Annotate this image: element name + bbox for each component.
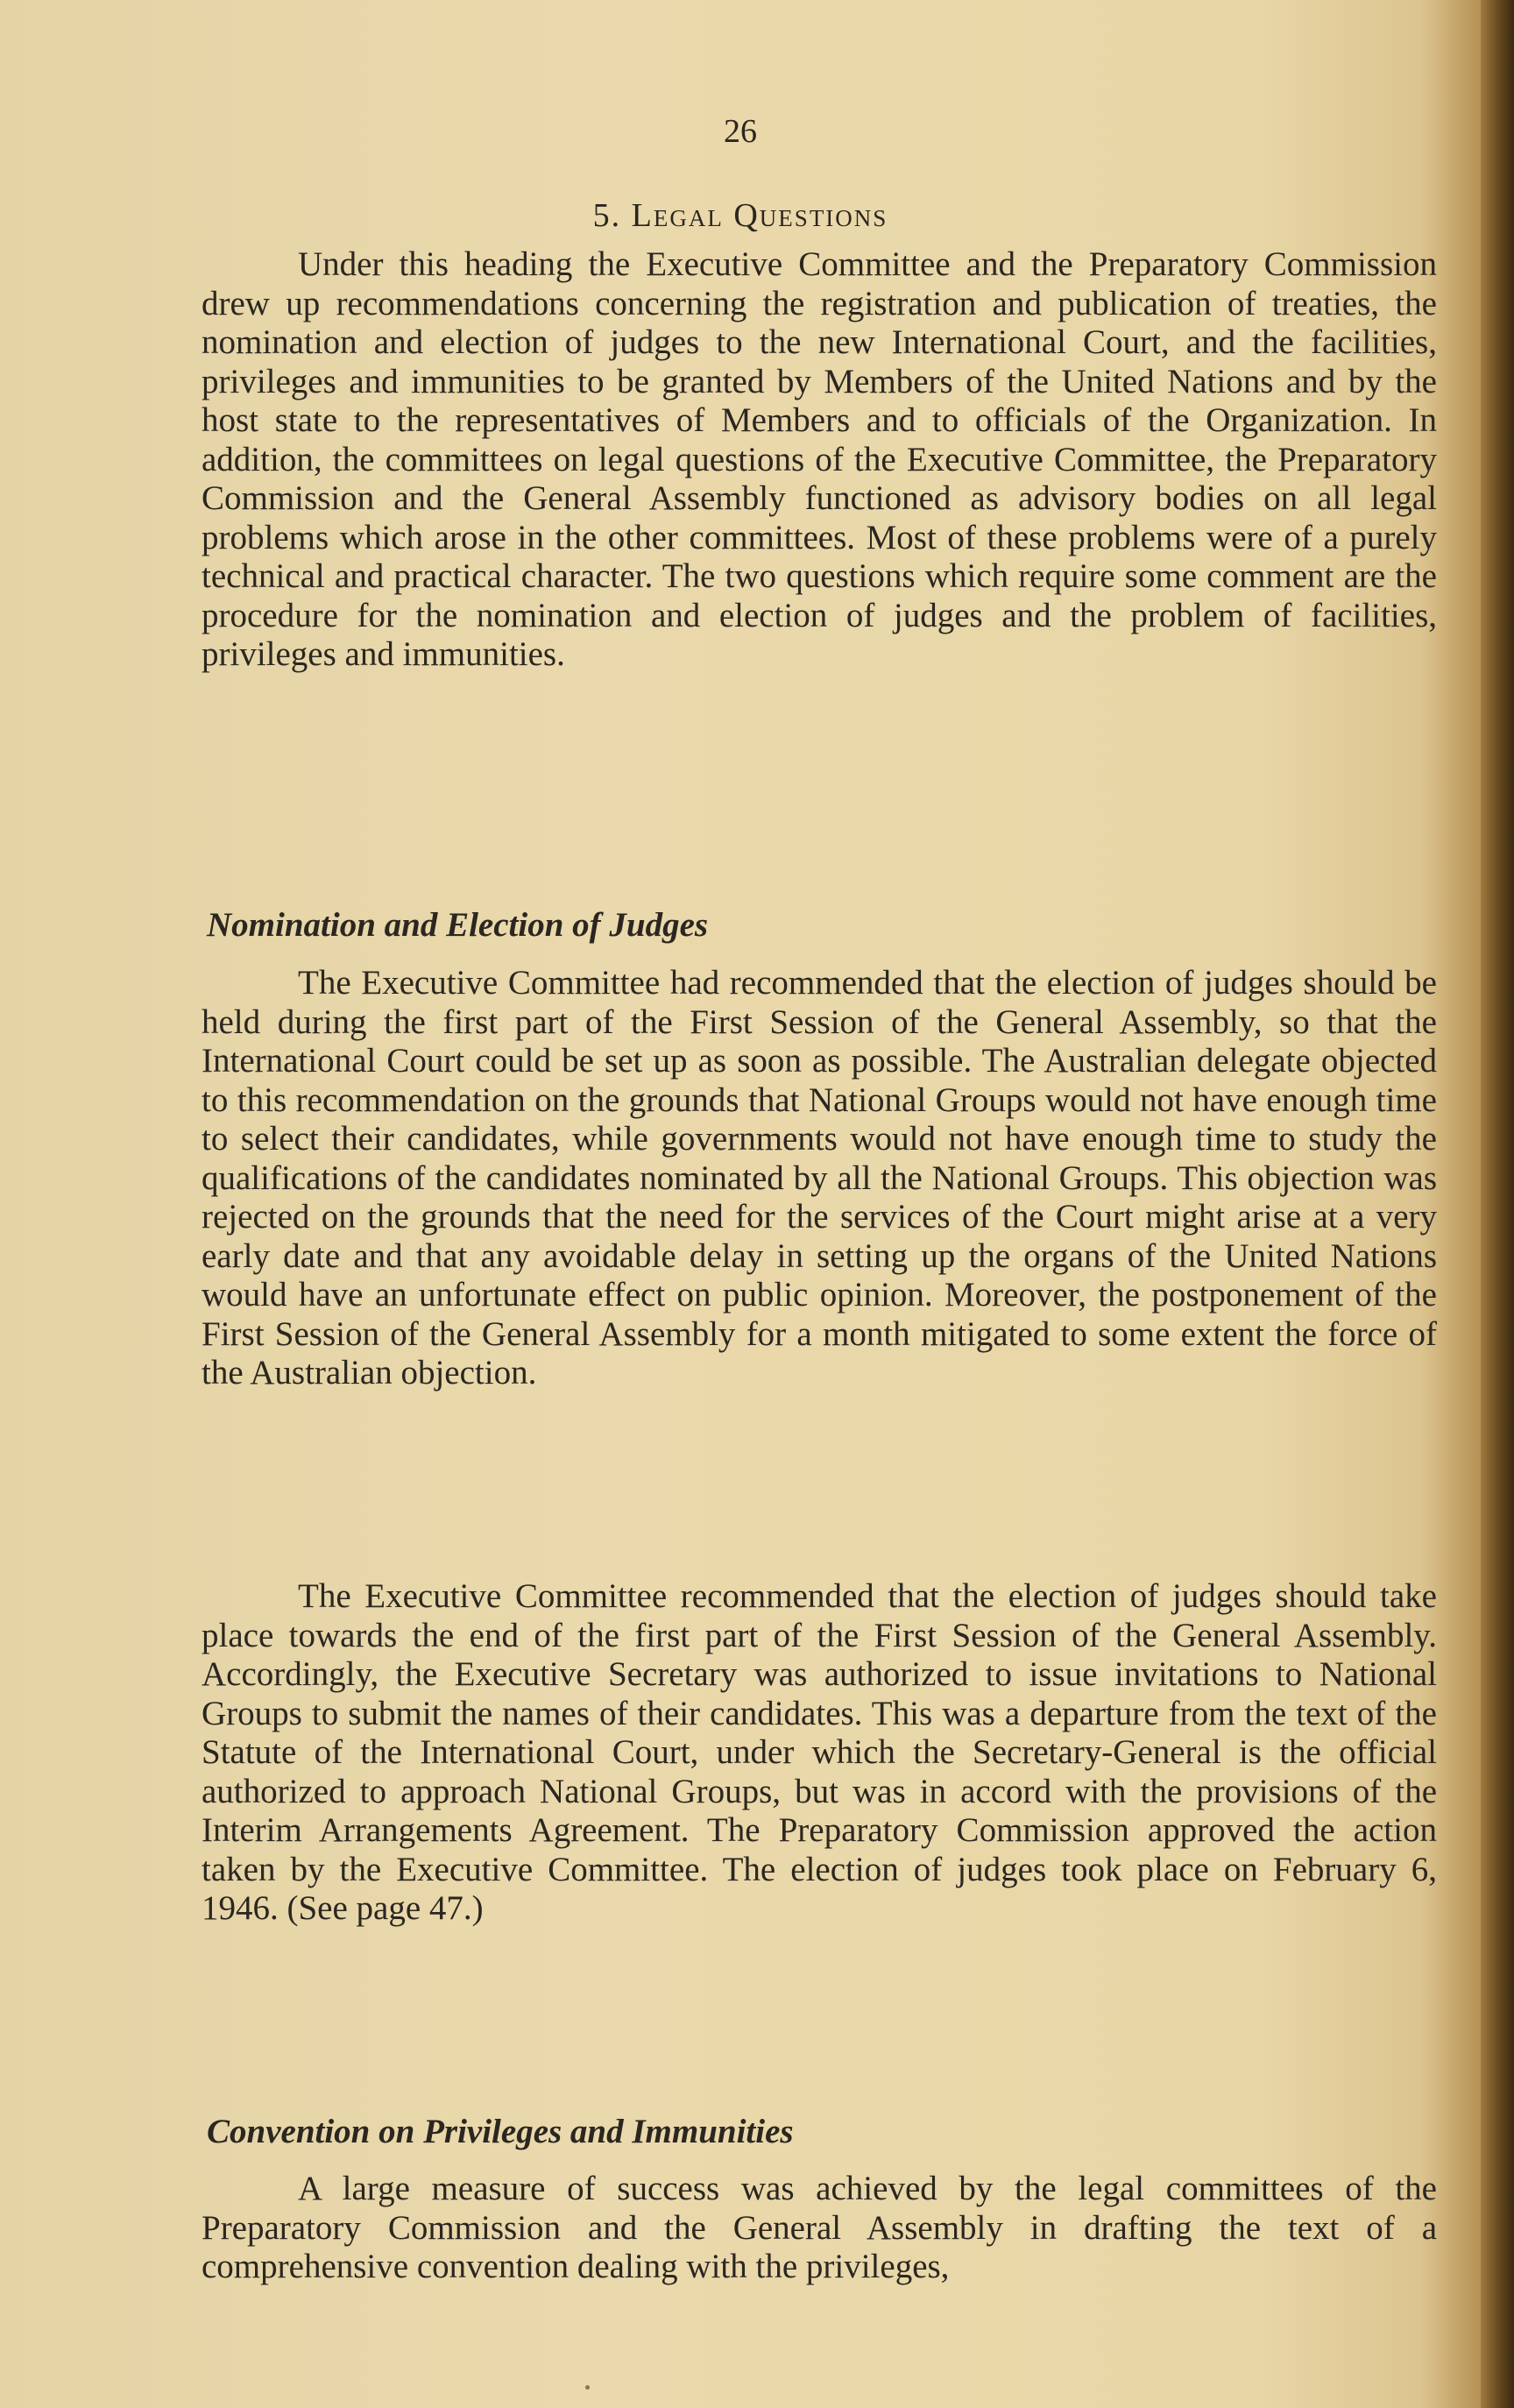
page-edge-shadow xyxy=(1481,0,1514,2408)
paragraph-convention: A large measure of success was achieved by the legal committees of the Preparatory Commission and the General Assembly in drafting the text of a comprehensive convention dealing with the privileges, xyxy=(202,2170,1437,2285)
paragraph-legal-questions-intro: Under this heading the Executive Committee and the Preparatory Commission drew up recommendations concerning the registration and publication of treaties, the nomination and election of judges to the new International Court, and the facilities, privileges and immunities to be granted by Members of the United Nations and by the host state to the representatives of Members and to officials of the Organization. In addition, the committees on legal questions of the Executive Committee, the Preparatory Commission and the General Assembly functioned as advisory bodies on all legal problems which arose in the other committees. Most of these problems were of a purely technical and practical character. The two questions which require some comment are the procedure for the nomination and election of judges and the problem of facilities, privileges and immunities. xyxy=(202,245,1437,673)
page-number: 26 xyxy=(724,113,757,150)
paragraph-election-timing: The Executive Committee had recommended that the election of judges should be held during the first part of the First Session of the General Assembly, so that the International Court could be set up as soon as possible. The Australian delegate objected to this recommendation on the grounds that National Groups would not have enough time to select their candidates, while governments would not have enough time to study the qualifications of the candidates nominated by all the National Groups. This objection was rejected on the grounds that the need for the services of the Court might arise at a very early date and that any avoidable delay in setting up the organs of the United Nations would have an unfortunate effect on public opinion. Moreover, the postponement of the First Session of the General Assembly for a month mitigated to some extent the force of the Australian objection. xyxy=(202,964,1437,1392)
subheading-privileges-immunities: Convention on Privileges and Immunities xyxy=(207,2113,794,2150)
paper-speck xyxy=(585,2385,590,2390)
paragraph-election-procedure: The Executive Committee recommended that the election of judges should take place towards the end of the first part of the First Session of the General Assembly. Accordingly, the Executive Secretary was authorized to issue invitations to National Groups to submit the names of their candidates. This was a departure from the text of the Statute of the International Court, under which the Secretary-General is the official authorized to approach National Groups, but was in accord with the provisions of the Interim Arrangements Agreement. The Preparatory Commission approved the action taken by the Executive Committee. The election of judges took place on February 6, 1946. (See page 47.) xyxy=(202,1577,1437,1927)
subheading-nomination-election: Nomination and Election of Judges xyxy=(207,906,709,944)
section-title: 5. Legal Questions xyxy=(592,197,888,234)
